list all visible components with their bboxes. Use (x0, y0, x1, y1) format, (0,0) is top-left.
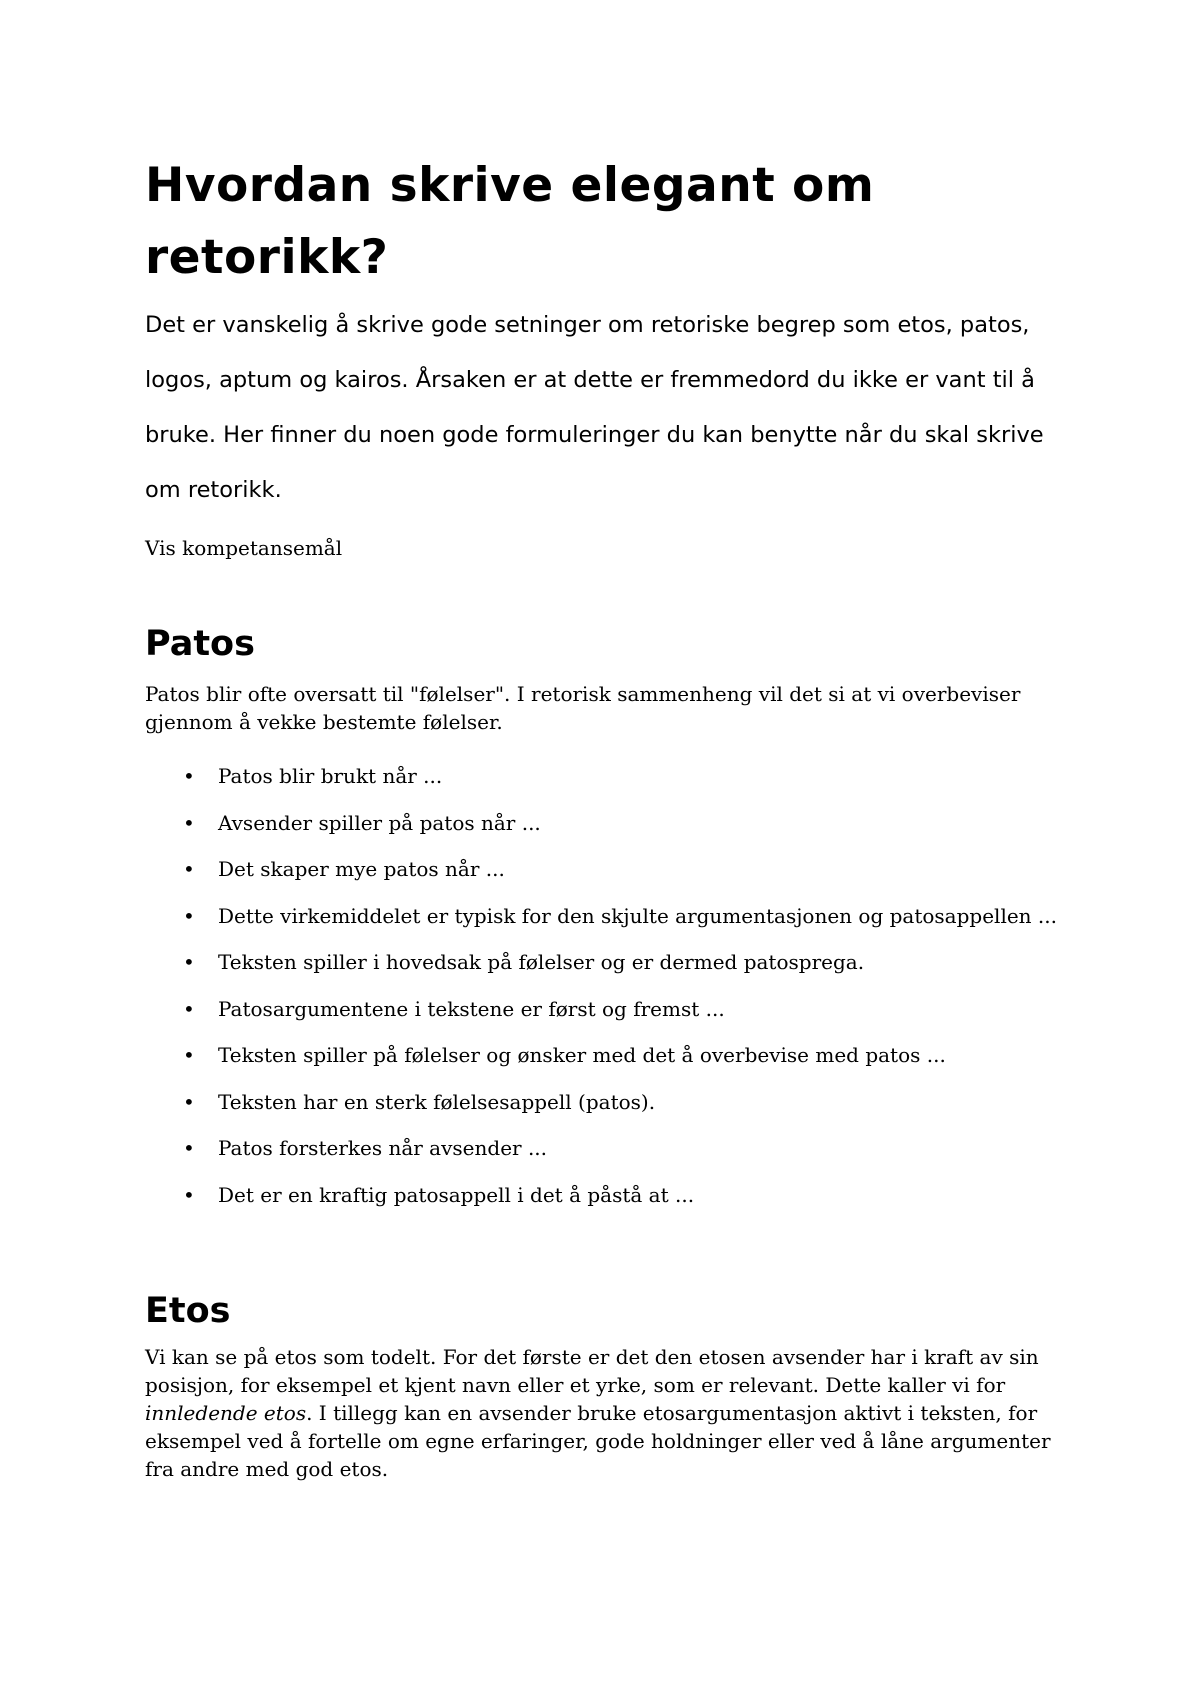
competence-link[interactable]: Vis kompetansemål (145, 536, 343, 560)
list-item (145, 809, 1065, 856)
list-item (145, 855, 1065, 902)
etos-paragraph (145, 1343, 1065, 1483)
bullet-icon: • (183, 1043, 195, 1067)
etos-emphasis: innledende etos (145, 1401, 307, 1425)
bullet-icon: • (183, 996, 195, 1021)
bullet-icon: • (183, 1089, 195, 1114)
list-item-text: Teksten spiller på følelser og ønsker med det å overbevise med patos ... (218, 1043, 946, 1067)
etos-section (145, 1289, 1065, 1483)
list-item (145, 948, 1065, 995)
list-item (145, 762, 1065, 809)
bullet-icon: • (183, 1136, 195, 1160)
list-item (145, 1041, 1065, 1088)
list-item (145, 1088, 1065, 1135)
bullet-icon: • (183, 950, 195, 974)
list-item-text: Patos blir brukt når ... (218, 764, 443, 788)
list-item-text: Det skaper mye patos når ... (218, 857, 505, 881)
list-item-text: Avsender spiller på patos når ... (218, 810, 541, 835)
intro-paragraph: Det er vanskelig å skrive gode setninger om retoriske begrep som etos, patos, logos, aptum og kairos. Årsaken er at dette er fremmedord du ikke er vant til å bruke. Her finner du noen gode formuleringer du kan benytte når du skal skrive om retorikk. (145, 312, 1044, 503)
patos-phrase-list (145, 762, 1065, 1227)
etos-text-end: . I tillegg kan en avsender bruke etosargumentasjon aktivt i teksten, for eksempel ved å fortelle om egne erfaringer, gode holdninger eller ved å låne argumenter fra andre med god etos. (145, 1401, 1051, 1481)
list-item (145, 1181, 1065, 1228)
bullet-icon: • (183, 903, 195, 928)
bullet-icon: • (183, 1182, 195, 1207)
patos-heading: Patos (145, 624, 255, 664)
bullet-icon: • (183, 857, 195, 881)
document-page (145, 150, 1065, 1483)
list-item-text: Patosargumentene i tekstene er først og fremst ... (218, 996, 725, 1021)
etos-heading: Etos (145, 1291, 231, 1331)
list-item-text: Dette virkemiddelet er typisk for den skjulte argumentasjonen og patosappellen ... (218, 903, 1057, 928)
patos-section (145, 622, 1065, 1227)
patos-description: Patos blir ofte oversatt til "følelser". I retorisk sammenheng vil det si at vi overbeviser gjennom å vekke bestemte følelser. (145, 682, 1021, 734)
list-item-text: Det er en kraftig patosappell i det å påstå at ... (218, 1182, 695, 1207)
list-item (145, 1134, 1065, 1181)
bullet-icon: • (183, 810, 195, 835)
list-item-text: Teksten har en sterk følelsesappell (patos). (218, 1089, 656, 1114)
list-item (145, 995, 1065, 1042)
etos-text-start: Vi kan se på etos som todelt. For det første er det den etosen avsender har i kraft av sin posisjon, for eksempel et kjent navn eller et yrke, som er relevant. Dette kaller vi for (145, 1345, 1039, 1397)
list-item-text: Teksten spiller i hovedsak på følelser og er dermed patosprega. (218, 950, 865, 974)
page-title: Hvordan skrive elegant om retorikk? (145, 158, 875, 285)
list-item (145, 902, 1065, 949)
list-item-text: Patos forsterkes når avsender ... (218, 1136, 548, 1160)
bullet-icon: • (183, 764, 195, 788)
